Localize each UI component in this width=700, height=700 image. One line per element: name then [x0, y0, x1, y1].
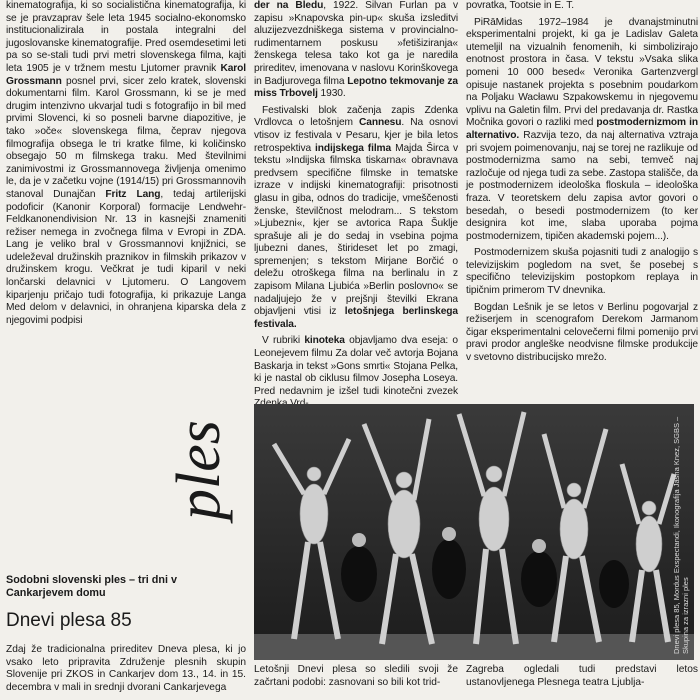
bold-run: indijskega filma — [315, 142, 392, 154]
name-karol-grossmann: Karol Grossmann — [6, 62, 246, 87]
text-run: Razvija tezo, da naj alternativa vztraja pri svojem poimenovanju, naj se torej ne razlikuje od postmodernizma samo na sebi, temveč naj razločuje od njega tudi za sebe. Zastopa stališče, da je postmodernizem ideološka floskula – ideološka fraza. V teoretskem delu zapisa avtor govori o besedah, o besedi postmodernizem (to ker designira kot ime, slaba uporaba pojma postmodernizem, tipičen akademski pojem...). — [466, 129, 698, 242]
name-fritz-lang: Fritz Lang — [105, 188, 161, 200]
text-run: kinematografija, ki so socialistična kinematografija, ki se je pravzaprav šele leta 1945 socialno-ekonomsko institucionalizirala in postala integralni del jugoslovanske kinematografije. Pred osemdesetimi leti pa so se-stali tudi prvi metri slovenskega filma, kajti leta 1905 je v tržnem mestu Ljutomer pravnik — [6, 0, 246, 74]
photo-caption: Sodobni slovenski ples – tri dni v Cankarjevem domu — [6, 574, 177, 599]
text-run: Majda Širca v tekstu »Indijska filmska tiskarna« obravnava predvsem specifične filmske in tematske izraze v indijski kinematografiji: prisotnosti glasu in giba, odnos do tradicije, vmeščenosti ženske, številčnost melodram... S tekstom »Ljubezni«, kjer se avtorica Rapa Šuklje sprašuje ali je do sedaj in vsebina pojma ljubezni danes, štirideset let po zmagi, spremenjen; s tekstom Mirjane Borčić o deležu otroškega filma na berlinalu in z zapisom Milana Ljubića »Berlin poslovno« se nadaljujejo že v prejšnji številki Ekrana objavljeni vtisi iz — [254, 142, 458, 318]
paragraph — [466, 0, 698, 13]
bold-run: Cannesu — [359, 117, 402, 129]
bold-run: letošnjega berlinskega festivala. — [254, 306, 458, 330]
text-run: Postmodernizem skuša pojasniti tudi z analogijo s televizijskim pogledom na svet, še posebej s specifično televizijskim postopkom replaya in tipičnim primerom TV dnevnika. — [466, 247, 698, 297]
bold-run: postmodernizmom in alternativo. — [466, 117, 698, 141]
bold-run: der na Bledu — [254, 0, 324, 11]
article-column-1 — [6, 0, 246, 331]
text-run: objavljamo dva eseja: o Leonejevem filmu Za dolar več avtorja Bojana Baskarja in tekst »Gons smrti« Stojana Pelka, ki je nastal ob ciklusu filmov Josepha Loseya. Pred nedavnim je izšel tudi kinotečni zvezek — [254, 335, 458, 397]
bold-run: kinoteka — [304, 335, 345, 347]
dance-photo — [254, 404, 694, 660]
dancers-illustration — [254, 404, 694, 660]
text-run: 1930. — [317, 88, 346, 100]
text-run: V rubriki — [262, 335, 305, 347]
article-headline: Dnevi plesa 85 — [6, 610, 132, 631]
text-run: , 1922. Silvan Furlan pa v zapisu »Knapovska pin-up« skuša izsleditvi aluzijezvezdniškega sistema v provincialno-rudimentarnem poskusu »fetišiziranja« ženskega telesa tako kot ga je naredila prireditev, imenovana v naslovu Korinškovega in Badjurovega filma — [254, 0, 458, 87]
text-run: Bogdan Lešnik je se letos v Berlinu pogovarjal z režiserjem in scenografom Derekom Jarmanom čigar eksperimentalni celovečerni filmi pomenijo prvi pravi prodor angleške neodvisne filmske produkcije v svetovno distribucijsko mrežo. — [466, 301, 698, 364]
text-run: , tedaj artilerijski podoficir (Kanonir Korporal) formacije Lendwehr-Feldkanonendivision Nr. 13 in kasnejši znameniti režiser nemega in zvočnega filma v Evropi in ZDA. Lang je veliko bral v Grossmannovi knjižnici, se udeleževal družinskih praznikov in filmskih prikazov v družinskem krogu. Večkrat je tudi kiparil v neki lončarski delavnici v Ljutomeru. O Langovem kiparjenju pričajo tudi fotografija, ki prikazuje Langa Med delom v delavnici, in ohranjena kiparska dela z njegovimi podpisi — [6, 188, 246, 326]
text-run: . Na osnovi vtisov iz festivala v Pesaru, kjer je bila letos retrospektiva — [254, 117, 458, 154]
text-run: Festivalski blok začenja zapis Zdenka Vrdlovca o letošnjem — [254, 104, 458, 129]
text-run: povratka, Tootsie in E. T. — [466, 0, 575, 11]
paragraph — [466, 302, 698, 365]
article-column-2 — [254, 0, 458, 415]
paragraph — [466, 247, 698, 297]
vertical-word-ples: ples — [165, 420, 233, 520]
paragraph — [466, 17, 698, 244]
paragraph — [254, 105, 458, 332]
paragraph — [254, 335, 458, 411]
article-column-3 — [466, 0, 698, 369]
text-run: PiRāMidas 1972–1984 je dvanajstminutni eksperimentalni projekt, ki ga je Ladislav Galeta utemeljil na vizualnih fenomenih, ki simbolizirajo enotnost prostora in časa. V tekstu »Vsaka slika pomeni 10 000 besed« Veronika Gartenzvergl opisuje nastanek projekta s posebnim poudarkom na Poljaku Wacławu Szpakowskemu in njegovemu vplivu na Galetin film. Prvi del predavanja dr. Rastka Močnika govori o razliki med — [466, 16, 698, 129]
bold-run: Lepotno tekmovanje za miss Trbovelj — [254, 75, 458, 100]
paragraph — [254, 0, 458, 101]
article-text-continuation-2: Zagreba ogledali tudi predstavi letos ustanovljenega Plesnega teatra Ljublja- — [466, 664, 698, 688]
photo-credit: Dnevi plesa 85, Mordus Exspectandi, Ikonografija Jasna Knez, SGBS – Skupina za izrazni ples — [672, 416, 690, 654]
article-text-continuation-1: Letošnji Dnevi plesa so sledili svoji že začrtani podobi: zasnovani so bili kot trid- — [254, 664, 458, 688]
text-run: posnel prvi, sicer zelo kratek, slovenski dokumentarni film. Karol Grossmann, ki se je med drugim intenzivno ukvarjal tudi s fotografijo in bil med prvimi Slovenci, ki so posneli barvne diapozitive, je tako »oče« slovenskega filma, čeprav njegova filmografija obsega le tri kratke filme, ki količinsko obsegajo 50 m filmskega traku. Med številnimi zanimivostmi iz Grossmannovega življenja omenimo le, da je v začetku vojne (1914/15) pri Grossmannovih stanoval Dunajčan — [6, 75, 246, 200]
paragraph — [6, 0, 246, 327]
article-lead: Zdaj že tradicionalna prireditev Dneva plesa, ki jo vsako leto pripravita Združenje plesnih skupin Slovenije pri ZKOS in Cankarjev dom 13., 14. in 15. decembra v mali in srednji dvorani Cankarjevega — [6, 644, 246, 693]
